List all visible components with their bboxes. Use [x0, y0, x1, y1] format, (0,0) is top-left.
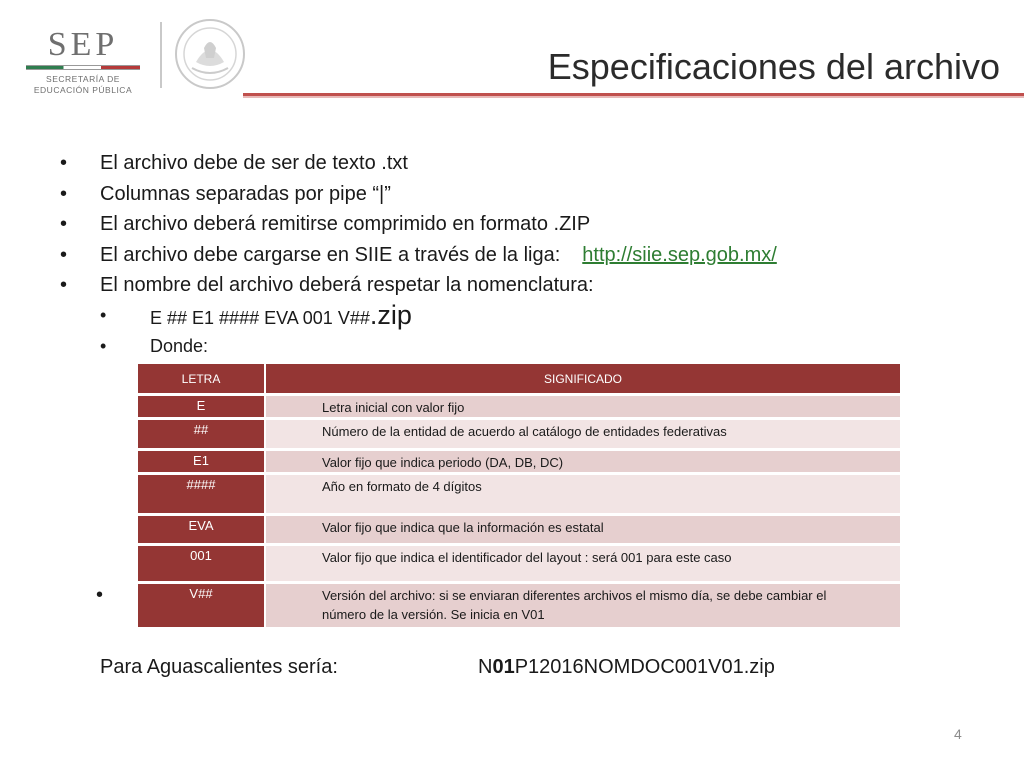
- letra-cell: E1: [138, 448, 266, 472]
- sep-logo-word: SEP: [47, 26, 119, 63]
- table-row: [138, 472, 900, 513]
- bullet-glyph: •: [100, 335, 107, 356]
- letra-cell: V##: [138, 581, 266, 627]
- column-header-letra: LETRA: [138, 364, 266, 393]
- table-row: [138, 393, 900, 417]
- bullet-text: El nombre del archivo deberá respetar la nomenclatura:: [100, 274, 594, 296]
- bullet-text: El archivo debe cargarse en SIIE a través de la liga:: [100, 243, 561, 266]
- table-row: [138, 448, 900, 472]
- sub-bullet-item: [58, 332, 958, 360]
- significado-cell: Letra inicial con valor fijo: [266, 393, 900, 417]
- sub-bullet-item: [58, 301, 958, 332]
- significado-cell: Valor fijo que indica periodo (DA, DB, DC): [266, 448, 900, 472]
- empty-bullet: •: [96, 584, 104, 606]
- letra-cell: ##: [138, 417, 266, 448]
- table-row: [138, 543, 900, 581]
- example-label: Para Aguascalientes sería:: [100, 656, 338, 678]
- sep-logo-subtitle-2: EDUCACIÓN PÚBLICA: [33, 85, 133, 95]
- example-bold-code: 01: [492, 656, 515, 678]
- significado-cell: Versión del archivo: si se enviaran diferentes archivos el mismo día, se debe cambiar el número de la versión. Se inicia en V01: [266, 581, 900, 627]
- bullet-glyph: •: [60, 182, 68, 205]
- table-row: [138, 417, 900, 448]
- bullet-glyph: •: [60, 243, 68, 266]
- significado-cell: Número de la entidad de acuerdo al catálogo de entidades federativas: [266, 417, 900, 448]
- bullet-glyph: •: [60, 274, 68, 296]
- page-number: 4: [954, 726, 962, 742]
- bullet-glyph: •: [100, 304, 107, 325]
- bullet-text: El archivo deberá remitirse comprimido en formato .ZIP: [100, 213, 591, 235]
- table-row: [138, 581, 900, 627]
- bullet-text: El archivo debe de ser de texto .txt: [100, 152, 408, 174]
- bullet-item: [58, 179, 958, 210]
- example-prefix: N: [478, 656, 493, 678]
- mexico-seal-icon: [174, 18, 246, 90]
- significado-cell: Valor fijo que indica que la información es estatal: [266, 513, 900, 543]
- bullet-item: [58, 209, 958, 240]
- bullet-text: Columnas separadas por pipe “|”: [100, 182, 391, 205]
- title-underline-shadow: [243, 96, 1024, 98]
- nomenclature-table: [138, 364, 900, 627]
- bullet-glyph: •: [60, 152, 68, 174]
- significado-cell: Valor fijo que indica el identificador del layout : será 001 para este caso: [266, 543, 900, 581]
- sep-logo: [22, 28, 144, 96]
- example-suffix: P12016NOMDOC001V01.zip: [514, 656, 775, 678]
- bullet-item: [58, 270, 958, 301]
- bullet-item: [58, 148, 958, 179]
- siie-link[interactable]: http://siie.sep.gob.mx/: [582, 243, 777, 266]
- column-header-significado: SIGNIFICADO: [266, 364, 900, 393]
- page-title: Especificaciones del archivo: [547, 46, 1000, 87]
- table-header-row: [138, 364, 900, 393]
- nomenclature-pattern: E ## E1 #### EVA 001 V##: [150, 307, 370, 328]
- letra-cell: EVA: [138, 513, 266, 543]
- header-divider: [160, 22, 162, 88]
- nomenclature-extension: .zip: [369, 299, 412, 330]
- donde-label: Donde:: [150, 335, 209, 356]
- sep-logo-rule: [26, 65, 140, 70]
- sep-logo-subtitle-1: SECRETARÍA DE: [46, 74, 120, 84]
- bullet-list: [58, 148, 958, 360]
- example-filename: [478, 656, 775, 679]
- letra-cell: ####: [138, 472, 266, 513]
- bullet-glyph: •: [60, 213, 68, 235]
- letra-cell: E: [138, 393, 266, 417]
- table-row: [138, 513, 900, 543]
- letra-cell: 001: [138, 543, 266, 581]
- bullet-item: [58, 240, 958, 271]
- significado-cell: Año en formato de 4 dígitos: [266, 472, 900, 513]
